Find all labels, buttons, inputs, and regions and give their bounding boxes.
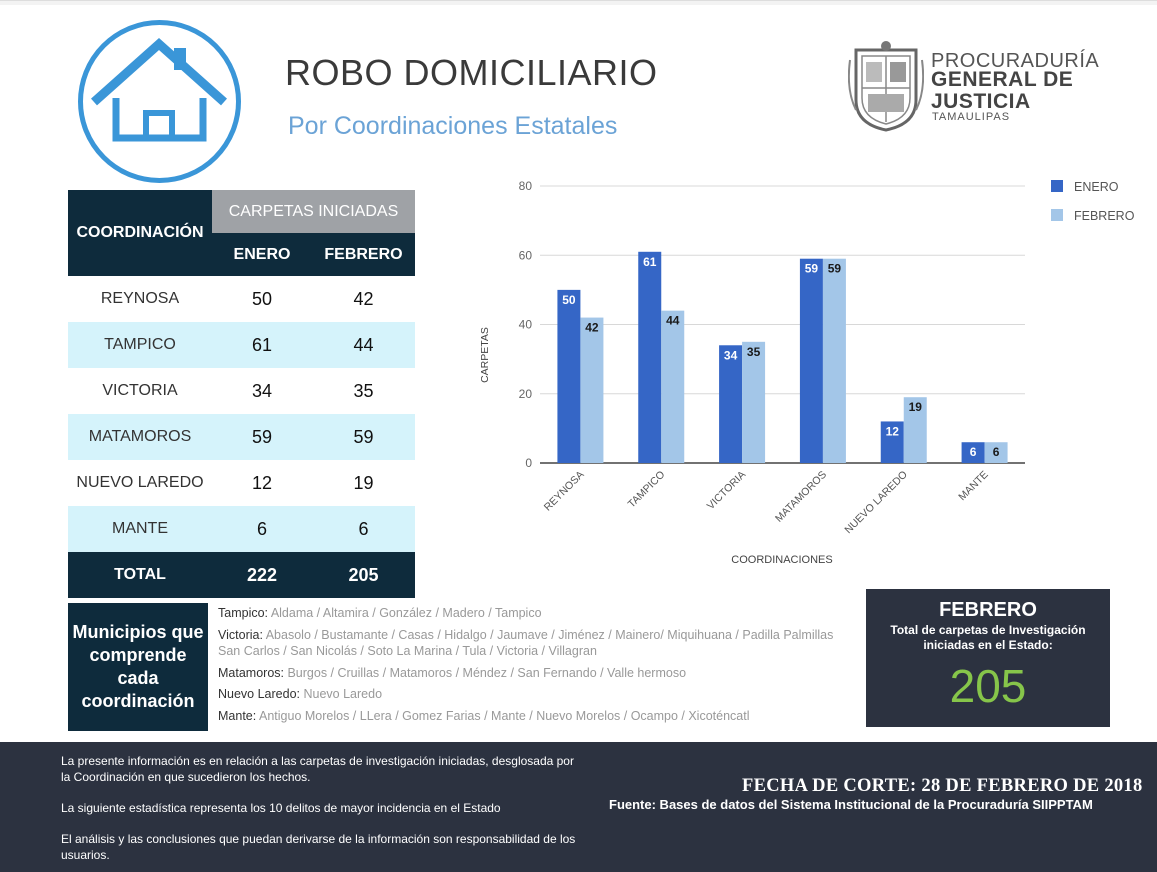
column-header-febrero: FEBRERO (312, 233, 415, 276)
org-name-line1: PROCURADURÍA (931, 50, 1100, 72)
cell-enero: 59 (251, 426, 273, 447)
bar (580, 318, 603, 463)
cell-coordinacion: REYNOSA (100, 290, 180, 307)
footer (0, 742, 1157, 872)
column-header-coordinacion: COORDINACIÓN (68, 190, 212, 276)
data-label: 61 (643, 254, 657, 269)
data-label: 19 (908, 400, 922, 415)
house-icon (76, 18, 243, 185)
x-tick-label: MATAMOROS (772, 468, 830, 525)
cell-coordinacion: MATAMOROS (88, 428, 192, 445)
table-row (68, 368, 415, 414)
municipio-text: Aldama / Altamira / González / Madero / Tampico (268, 606, 542, 620)
data-label: 6 (969, 445, 977, 460)
bar (823, 259, 846, 463)
top-border (0, 0, 1157, 5)
cell-febrero: 35 (353, 380, 374, 401)
column-header-enero: ENERO (212, 233, 312, 276)
bar (800, 259, 823, 463)
municipios-list (218, 605, 838, 729)
x-tick-label: MANTE (956, 468, 991, 504)
data-label: 42 (585, 320, 599, 335)
cell-total-label: TOTAL (114, 566, 166, 583)
footer-note-2: La siguiente estadística representa los 10 delitos de mayor incidencia en el Estado (61, 801, 501, 815)
municipio-text: Abasolo / Bustamante / Casas / Hidalgo / Jaumave / Jiménez / Mainero/ Miquihuana / Padilla Palmillas San Carlos / San Nicolás / Soto La Marina / Tula / Victoria / Villagran (218, 627, 834, 658)
bar (742, 342, 765, 463)
cell-enero: 34 (251, 380, 273, 401)
summary-title: FEBRERO (939, 599, 1037, 621)
municipios-title: Municipios que comprende cada coordinación (68, 603, 208, 731)
x-axis-title: COORDINACIONES (731, 554, 833, 566)
data-label: 6 (992, 445, 1000, 460)
summary-box (866, 589, 1110, 727)
cell-coordinacion: NUEVO LAREDO (76, 474, 204, 491)
bar-chart (460, 170, 1150, 570)
data-label: 59 (804, 261, 819, 276)
legend-label: FEBRERO (1074, 209, 1135, 223)
municipio-item (218, 686, 838, 703)
municipio-label: Victoria: (218, 627, 263, 642)
municipio-label: Nuevo Laredo: (218, 687, 301, 701)
table-total-row (68, 552, 415, 598)
org-name-line2: GENERAL DE (931, 68, 1074, 91)
x-tick-label: TAMPICO (625, 468, 668, 511)
municipio-label: Matamoros: (218, 665, 284, 680)
y-tick-label: 40 (518, 317, 532, 332)
table-row (68, 276, 415, 322)
bar (557, 290, 580, 463)
y-axis-title: CARPETAS (479, 327, 491, 383)
footer-note-3: El análisis y las conclusiones que puedan derivarse de la información son responsabilidad de los usuarios. (61, 832, 576, 862)
cell-enero: 50 (251, 288, 273, 309)
table-row (68, 506, 415, 552)
cell-total-enero: 222 (246, 564, 278, 585)
y-tick-label: 80 (518, 179, 532, 193)
legend-swatch (1051, 180, 1063, 192)
municipio-label: Tampico: (218, 606, 269, 620)
data-label: 44 (666, 313, 680, 328)
bar (719, 345, 742, 463)
municipio-text: Nuevo Laredo (300, 687, 383, 701)
municipio-text: Antiguo Morelos / LLera / Gomez Farias / Mante / Nuevo Morelos / Ocampo / Xicoténcatl (256, 708, 750, 723)
y-tick-label: 20 (518, 386, 532, 401)
table-row (68, 460, 415, 506)
data-label: 50 (562, 292, 576, 307)
cell-enero: 12 (251, 472, 273, 493)
summary-value: 205 (949, 660, 1027, 712)
page-title: ROBO DOMICILIARIO (285, 52, 658, 93)
bar (638, 252, 661, 463)
data-label: 35 (746, 344, 761, 359)
municipio-text: Burgos / Cruillas / Matamoros / Méndez / San Fernando / Valle hermoso (284, 665, 687, 680)
x-tick-label: NUEVO LAREDO (842, 468, 910, 537)
cutoff-date: FECHA DE CORTE: 28 DE FEBRERO DE 2018 (742, 776, 1143, 796)
data-label: 34 (723, 348, 738, 363)
summary-description: Total de carpetas de Investigación iniciadas en el Estado: (890, 623, 1086, 652)
page-subtitle: Por Coordinaciones Estatales (288, 112, 618, 140)
legend-label: ENERO (1074, 180, 1119, 194)
municipio-label: Mante: (218, 708, 257, 723)
legend-swatch (1051, 209, 1063, 221)
municipio-item (218, 627, 838, 660)
footer-note-1: La presente información es en relación a las carpetas de investigación iniciadas, desglosada por la Coordinación en que sucedieron los hechos. (61, 754, 574, 784)
y-tick-label: 60 (518, 248, 532, 263)
data-label: 59 (827, 261, 842, 276)
table-row (68, 414, 415, 460)
table-row (68, 322, 415, 368)
cell-enero: 6 (256, 518, 267, 539)
x-tick-label: VICTORIA (704, 468, 749, 513)
municipio-item (218, 665, 838, 682)
x-tick-label: REYNOSA (541, 468, 587, 514)
data-label: 12 (885, 424, 899, 439)
column-header-group: CARPETAS INICIADAS (212, 190, 415, 233)
cell-febrero: 19 (353, 472, 374, 493)
data-source: Fuente: Bases de datos del Sistema Institucional de la Procuraduría SIIPPTAM (609, 797, 1093, 812)
bar (661, 311, 684, 463)
cell-febrero: 6 (358, 518, 369, 539)
cell-enero: 61 (251, 334, 273, 355)
org-name-line4: TAMAULIPAS (932, 111, 1011, 123)
cell-coordinacion: VICTORIA (102, 382, 178, 399)
cell-total-febrero: 205 (348, 564, 379, 585)
cell-febrero: 44 (353, 334, 374, 355)
y-tick-label: 0 (525, 456, 532, 470)
municipio-item (218, 605, 838, 622)
cell-febrero: 42 (353, 288, 374, 309)
cell-coordinacion: TAMPICO (104, 336, 176, 353)
cell-febrero: 59 (353, 426, 374, 447)
municipio-item (218, 708, 838, 725)
state-seal-logo (848, 40, 924, 132)
cell-coordinacion: MANTE (112, 520, 168, 537)
org-name-line3: JUSTICIA (931, 90, 1031, 113)
